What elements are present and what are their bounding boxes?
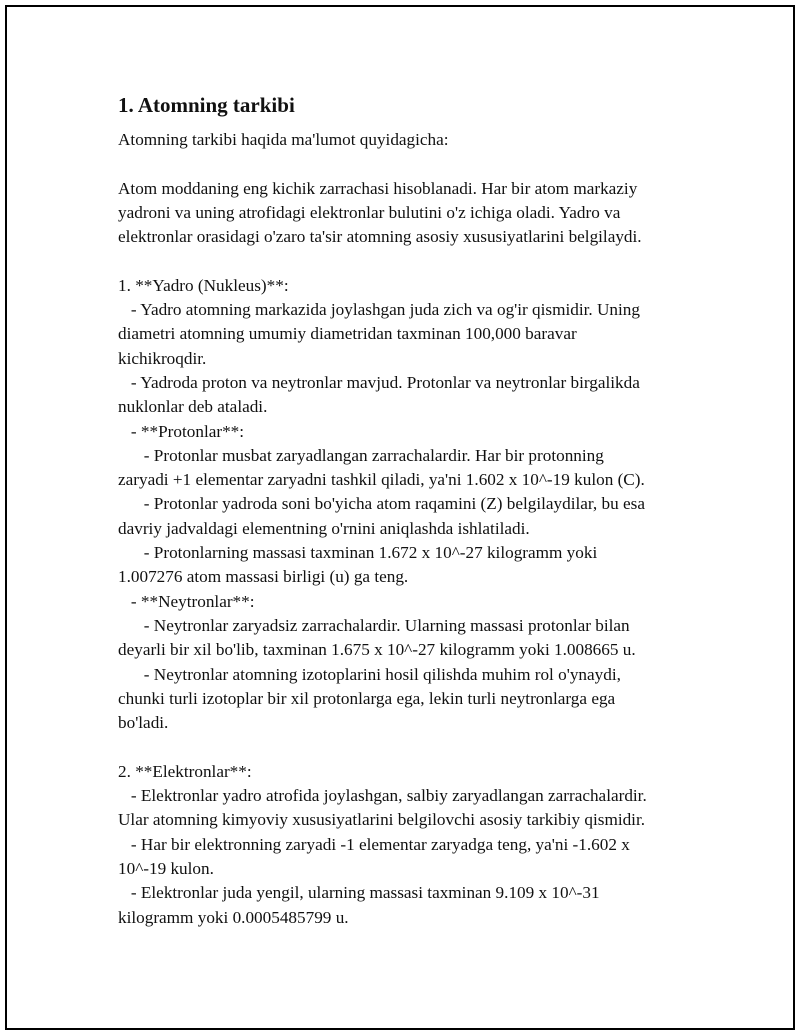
text-line: Atomning tarkibi haqida ma'lumot quyidagicha: (118, 130, 449, 149)
text-line: 1.007276 atom massasi birligi (u) ga teng. (118, 567, 409, 587)
text-line: - Elektronlar juda yengil, ularning massasi taxminan 9.109 x 10^-31 (118, 883, 600, 903)
text-line: - Har bir elektronning zaryadi -1 elementar zaryadga teng, ya'ni -1.602 x (118, 834, 630, 854)
text-line: - Protonlarning massasi taxminan 1.672 x 10^-27 kilogramm yoki (118, 543, 598, 563)
text-line: - Protonlar musbat zaryadlangan zarrachalardir. Har bir protonning (118, 445, 604, 465)
text-line: kichikroqdir. (118, 348, 207, 368)
text-line: nuklonlar deb ataladi. (118, 397, 268, 417)
text-line: diametri atomning umumiy diametridan taxminan 100,000 baravar (118, 324, 577, 344)
text-line: Ular atomning kimyoviy xususiyatlarini belgilovchi asosiy tarkibiy qismidir. (118, 810, 646, 830)
text-line: - Protonlar yadroda soni bo'yicha atom raqamini (Z) belgilaydilar, bu esa (118, 494, 645, 514)
text-line: - Yadro atomning markazida joylashgan juda zich va og'ir qismidir. Uning (118, 300, 640, 320)
text-line: - **Neytronlar**: (118, 591, 255, 611)
text-line: - Yadroda proton va neytronlar mavjud. Protonlar va neytronlar birgalikda (118, 372, 640, 392)
text-line: - Neytronlar atomning izotoplarini hosil qilishda muhim rol o'ynaydi, (118, 664, 621, 684)
text-line: - Neytronlar zaryadsiz zarrachalardir. Ularning massasi protonlar bilan (118, 615, 630, 635)
text-line: - Elektronlar yadro atrofida joylashgan, salbiy zaryadlangan zarrachalardir. (118, 786, 647, 806)
text-line: bo'ladi. (118, 713, 169, 733)
text-line: kilogramm yoki 0.0005485799 u. (118, 907, 349, 927)
document-heading: 1. Atomning tarkibi (118, 93, 295, 117)
text-lines (118, 128, 698, 930)
text-line: 1. **Yadro (Nukleus)**: (118, 275, 289, 295)
text-line: davriy jadvaldagi elementning o'rnini aniqlashda ishlatiladi. (118, 518, 530, 538)
text-line: 10^-19 kulon. (118, 858, 214, 878)
text-line: chunki turli izotoplar bir xil protonlarga ega, lekin turli neytronlarga ega (118, 688, 616, 708)
text-line: - **Protonlar**: (118, 421, 245, 441)
blank-line (118, 735, 698, 759)
text-line: Atom moddaning eng kichik zarrachasi hisoblanadi. Har bir atom markaziy (118, 178, 638, 198)
text-line: 2. **Elektronlar**: (118, 761, 252, 781)
blank-line (118, 249, 698, 273)
document-body (118, 92, 698, 930)
text-line: elektronlar orasidagi o'zaro ta'sir atomning asosiy xususiyatlarini belgilaydi. (118, 227, 642, 247)
text-line: deyarli bir xil bo'lib, taxminan 1.675 x 10^-27 kilogramm yoki 1.008665 u. (118, 640, 636, 660)
text-line: yadroni va uning atrofidagi elektronlar bulutini o'z ichiga oladi. Yadro va (118, 202, 621, 222)
blank-line (118, 152, 698, 176)
text-line: zaryadi +1 elementar zaryadni tashkil qiladi, ya'ni 1.602 x 10^-19 kulon (C). (118, 470, 645, 490)
